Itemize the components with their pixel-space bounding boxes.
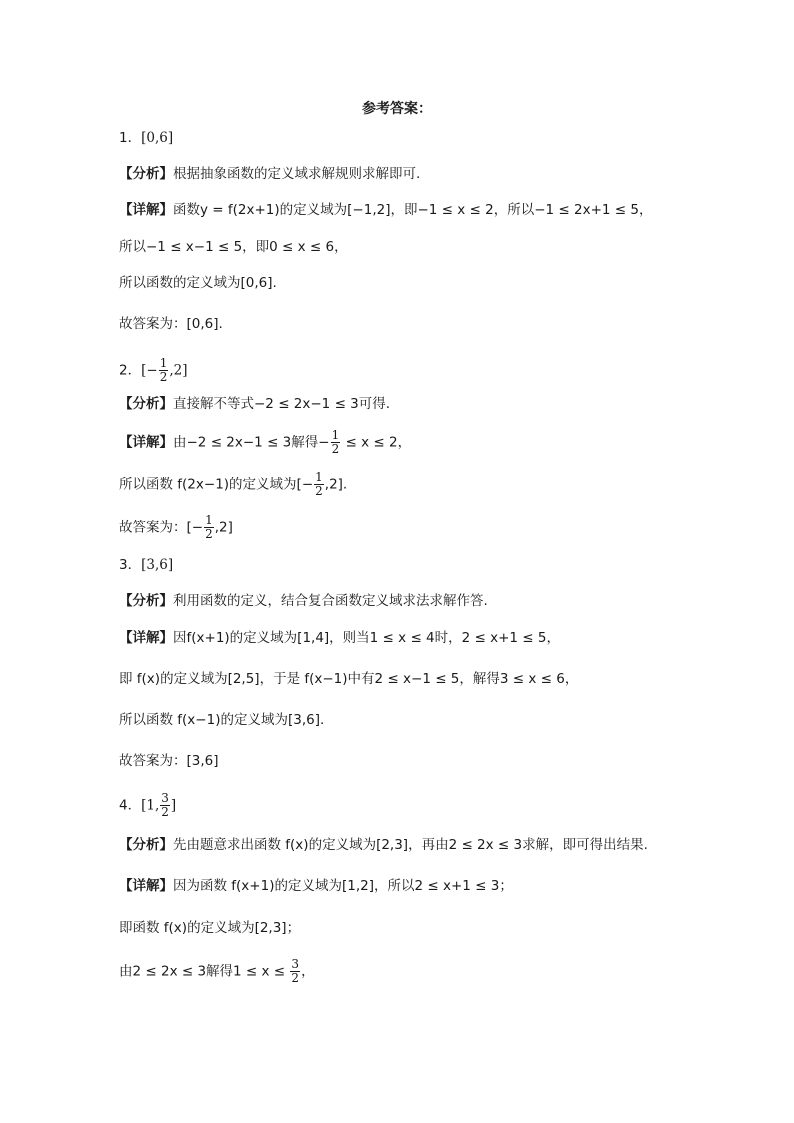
fraction-numerator: 1	[315, 470, 323, 484]
detail-text: 由−2 ≤ 2x−1 ≤ 3解得−	[173, 434, 330, 451]
answer-pre: [1,	[141, 797, 160, 814]
analysis-tag: 【分析】	[119, 593, 173, 609]
detail-text: 因为函数 f(x+1)的定义域为[1,2]，所以2 ≤ x+1 ≤ 3；	[173, 878, 513, 894]
item-1-detail-line: 所以−1 ≤ x−1 ≤ 5，即0 ≤ x ≤ 6，	[119, 239, 348, 255]
fraction	[331, 429, 341, 456]
answer-post: ]	[170, 797, 177, 814]
item-4-detail-line	[119, 958, 315, 985]
item-2-detail-line	[119, 471, 347, 498]
fraction	[290, 958, 300, 985]
item-number: 1．	[119, 130, 142, 146]
detail-tag: 【详解】	[119, 878, 173, 894]
item-number: 3．	[119, 557, 142, 573]
fraction-denominator: 2	[291, 971, 300, 985]
detail-tag: 【详解】	[119, 630, 173, 646]
item-1-final: 故答案为：[0,6].	[119, 316, 223, 332]
detail-tag: 【详解】	[119, 202, 173, 218]
analysis-tag: 【分析】	[119, 837, 173, 853]
item-2-answer	[119, 357, 187, 384]
answer-pre: [−	[141, 362, 158, 379]
answer-value: [0,6]	[141, 130, 174, 146]
analysis-text: 利用函数的定义，结合复合函数定义域求法求解作答.	[173, 593, 488, 609]
item-number: 2．	[119, 362, 142, 379]
fraction-denominator: 2	[159, 370, 168, 384]
analysis-text: 直接解不等式−2 ≤ 2x−1 ≤ 3可得.	[173, 396, 391, 412]
item-3-detail-line	[119, 628, 560, 648]
detail-text: 由2 ≤ 2x ≤ 3解得1 ≤ x ≤	[119, 963, 290, 980]
item-number: 4．	[119, 797, 142, 814]
fraction-numerator: 1	[159, 356, 168, 370]
fraction-denominator: 2	[205, 527, 213, 541]
item-3-detail-line: 即 f(x)的定义域为[2,5]，于是 f(x−1)中有2 ≤ x−1 ≤ 5，解得3 ≤ x ≤ 6，	[119, 671, 579, 687]
fraction-numerator: 1	[331, 428, 340, 442]
item-1-answer	[119, 128, 173, 148]
detail-text: 所以函数 f(2x−1)的定义域为[−	[119, 476, 314, 493]
final-text: ,2]	[214, 519, 233, 536]
fraction-denominator: 2	[315, 484, 323, 498]
detail-text: ,2].	[324, 476, 348, 493]
item-4-detail-line: 即函数 f(x)的定义域为[2,3]；	[119, 920, 301, 936]
item-1-detail-line	[119, 200, 653, 220]
item-3-analysis	[119, 591, 488, 611]
item-4-answer	[119, 792, 176, 819]
answer-value: [3,6]	[141, 557, 174, 573]
final-text: 故答案为：[−	[119, 519, 204, 536]
detail-text: 因f(x+1)的定义域为[1,4]，则当1 ≤ x ≤ 4时，2 ≤ x+1 ≤ 5，	[173, 630, 560, 646]
fraction-numerator: 1	[205, 513, 213, 527]
item-1-analysis	[119, 164, 420, 184]
item-4-analysis	[119, 835, 648, 855]
item-2-final	[119, 514, 233, 541]
detail-text: ，	[301, 963, 315, 980]
page-title: 参考答案：	[362, 101, 432, 117]
detail-text: ≤ x ≤ 2，	[341, 434, 412, 451]
item-1-detail-line: 所以函数的定义域为[0,6].	[119, 275, 277, 291]
fraction-numerator: 3	[161, 791, 169, 805]
analysis-text: 根据抽象函数的定义域求解规则求解即可.	[173, 166, 421, 182]
detail-tag: 【详解】	[119, 434, 173, 451]
fraction	[314, 471, 324, 498]
fraction	[159, 357, 169, 384]
item-2-analysis	[119, 394, 390, 414]
fraction-denominator: 2	[331, 442, 340, 456]
item-3-final: 故答案为：[3,6]	[119, 753, 219, 769]
fraction	[204, 514, 214, 541]
item-2-detail-line	[119, 429, 411, 456]
detail-text: 函数y = f(2x+1)的定义域为[−1,2]，即−1 ≤ x ≤ 2，所以−1 ≤ 2x+1 ≤ 5，	[173, 202, 653, 218]
item-4-detail-line	[119, 876, 513, 896]
fraction-denominator: 2	[161, 805, 169, 819]
fraction	[160, 792, 170, 819]
fraction-numerator: 3	[291, 957, 300, 971]
item-3-answer	[119, 555, 173, 575]
answer-post: ,2]	[169, 362, 188, 379]
item-3-detail-line: 所以函数 f(x−1)的定义域为[3,6].	[119, 712, 325, 728]
analysis-tag: 【分析】	[119, 166, 173, 182]
analysis-text: 先由题意求出函数 f(x)的定义域为[2,3]，再由2 ≤ 2x ≤ 3求解，即可得出结果.	[173, 837, 648, 853]
analysis-tag: 【分析】	[119, 396, 173, 412]
